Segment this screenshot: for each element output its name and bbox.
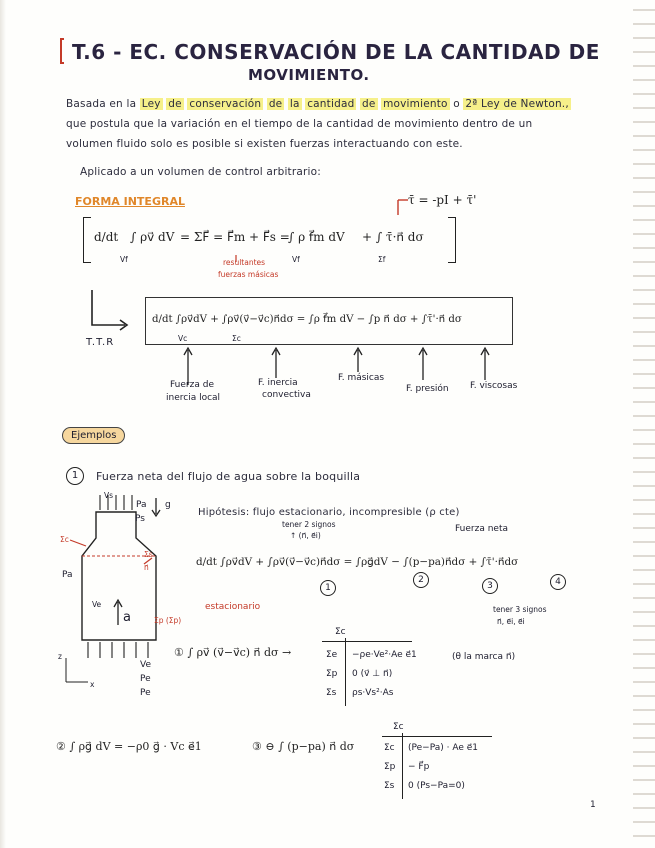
diagram-vs: Vs (104, 491, 114, 500)
example1-circle-3: 3 (482, 578, 498, 594)
eq1-sum-forces: = ΣF⃗ = F⃗m + F⃗s = (180, 230, 290, 244)
example1-number: 1 (66, 467, 84, 485)
eq1-bracket-left (83, 217, 91, 263)
diagram-pa-top: Pa (136, 500, 147, 510)
example1-circle-4: 4 (550, 574, 566, 590)
tau-definition: τ̄ = -pI + τ̄' (408, 193, 477, 207)
diagram-sigma-s: Σs (144, 550, 153, 559)
eq1-lhs: ∫ ρv⃗ dV (130, 230, 175, 244)
applied-text: Aplicado a un volumen de control arbitrario: (80, 166, 322, 178)
eq1-vf-label2: Vf (292, 255, 300, 264)
eq1-note-resultants: resultantes (223, 258, 266, 267)
example1-equation: d/dt ∫ρv⃗dV + ∫ρv⃗(v⃗−v⃗c)n⃗dσ = ∫ρg⃗dV − ∫(p−pa)n⃗dσ + ∫τ̄'·n⃗dσ (196, 556, 519, 568)
diagram-sigma-p: Σp (Σp) (154, 616, 182, 625)
integral-form-heading: FORMA INTEGRAL (75, 195, 185, 208)
diagram-ps: Ps (135, 514, 145, 524)
term1-row2-value: 0 (v⃗ ⊥ n⃗) (352, 669, 393, 679)
example1-vec-signos: ↑ (n⃗, e⃗i) (290, 531, 321, 540)
label-f-presion: F. presión (406, 384, 449, 394)
diagram-ve-inner: Ve (92, 600, 102, 609)
label-fuerza-de: Fuerza de (170, 380, 214, 390)
diagram-axis-x: x (90, 680, 95, 689)
page-title-line2: MOVIMIENTO. (248, 66, 370, 84)
eq1-note-mass-forces: fuerzas másicas (218, 270, 279, 279)
diagram-a: a (123, 610, 131, 625)
page-number: 1 (590, 800, 596, 810)
label-f-inercia: F. inercia (258, 378, 298, 388)
term3-row1-value: (Pe−Pa) · Ae e⃗1 (408, 743, 478, 753)
example1-tener-3-signos: tener 3 signos (493, 605, 547, 614)
example1-vec-3: n⃗, e⃗i, e⃗i (497, 617, 525, 626)
term1-head: ① ∫ ρv⃗ (v⃗−v⃗c) n⃗ dσ → (174, 646, 292, 659)
eq1-rhs-surface: + ∫ τ̄·n⃗ dσ (362, 230, 424, 244)
diagram-sigma-lat: Σc (60, 535, 69, 544)
eq2-equation: d/dt ∫ρv⃗dV + ∫ρv⃗(v⃗−v⃗c)n⃗dσ = ∫ρ f⃗m dV − ∫p n⃗ dσ + ∫τ̄'·n⃗ dσ (152, 314, 462, 325)
eq1-sf-label: Σf (378, 255, 386, 264)
term3-hline (382, 736, 492, 737)
label-f-viscosas: F. viscosas (470, 381, 518, 391)
ttr-label: T.T.R (86, 337, 115, 348)
eq1-ddt: d/dt (94, 230, 119, 244)
term2-equation: ② ∫ ρg⃗ dV = −ρ0 g⃗ · Vc e⃗1 (56, 740, 202, 753)
term3-row2-surface: Σp (384, 762, 396, 772)
example1-fuerza-neta: Fuerza neta (455, 524, 509, 534)
diagram-ve: Ve (140, 660, 151, 670)
example1-circle-1: 1 (320, 580, 336, 596)
term1-row3-value: ρs·Vs²·As (352, 688, 394, 698)
term3-row1-surface: Σc (384, 743, 395, 753)
eq1-rhs-mass: ∫ ρ f⃗m dV (288, 230, 345, 244)
diagram-n: n⃗ (144, 563, 149, 572)
term1-row1-surface: Σe (326, 650, 338, 660)
term1-row2-surface: Σp (326, 669, 338, 679)
intro-line1: Basada en la Ley de conservación de la cantidad de movimiento o 2ª Ley de Newton., (66, 98, 569, 110)
term3-row3-value: 0 (Ps−Pa=0) (408, 781, 465, 791)
examples-heading: Ejemplos (62, 427, 125, 444)
example1-tener-signos: tener 2 signos (282, 520, 336, 529)
page-shadow (0, 0, 6, 848)
example1-estacionario: estacionario (205, 602, 261, 612)
page-title: T.6 - EC. CONSERVACIÓN DE LA CANTIDAD DE (72, 40, 600, 64)
diagram-p0: Pe (140, 688, 151, 698)
term1-row3-surface: Σs (326, 688, 337, 698)
term1-col-header: Σc (335, 627, 346, 637)
label-inercia-local: inercia local (166, 393, 221, 403)
example1-title: Fuerza neta del flujo de agua sobre la boquilla (96, 470, 361, 483)
intro-line2: que postula que la variación en el tiempo de la cantidad de movimiento dentro de un (66, 118, 533, 130)
nozzle-diagram (52, 490, 212, 710)
notebook-spiral-edge (633, 0, 655, 848)
title-bracket (60, 38, 64, 64)
term3-vline (402, 733, 403, 799)
intro-line3: volumen fluido solo es posible si existen fuerzas interactuando con este. (66, 138, 463, 150)
diagram-axis-z: z (58, 652, 62, 661)
diagram-g: g (165, 500, 171, 510)
term1-hline (322, 641, 412, 642)
term1-row1-value: −ρe·Ve²·Ae e⃗1 (352, 650, 417, 660)
example1-hypothesis: Hipótesis: flujo estacionario, incompresible (ρ cte) (198, 507, 460, 518)
example1-circle-2: 2 (413, 572, 429, 588)
eq2-sc-label: Σc (232, 334, 241, 343)
eq2-vc-label: Vc (178, 334, 188, 343)
eq1-bracket-right (448, 217, 456, 263)
term3-head: ③ ⊖ ∫ (p−pa) n⃗ dσ (252, 740, 355, 753)
label-convectiva: convectiva (262, 390, 311, 400)
eq1-vf-label: Vf (120, 255, 128, 264)
term3-row3-surface: Σs (384, 781, 395, 791)
diagram-pe: Pe (140, 674, 151, 684)
term1-note: (θ la marca n⃗) (452, 652, 516, 662)
term1-vline (345, 638, 346, 706)
term3-row2-value: − F⃗p (408, 762, 430, 772)
term3-col-header: Σc (393, 722, 404, 732)
diagram-pa-left: Pa (62, 570, 73, 580)
label-f-masicas: F. másicas (338, 373, 385, 383)
